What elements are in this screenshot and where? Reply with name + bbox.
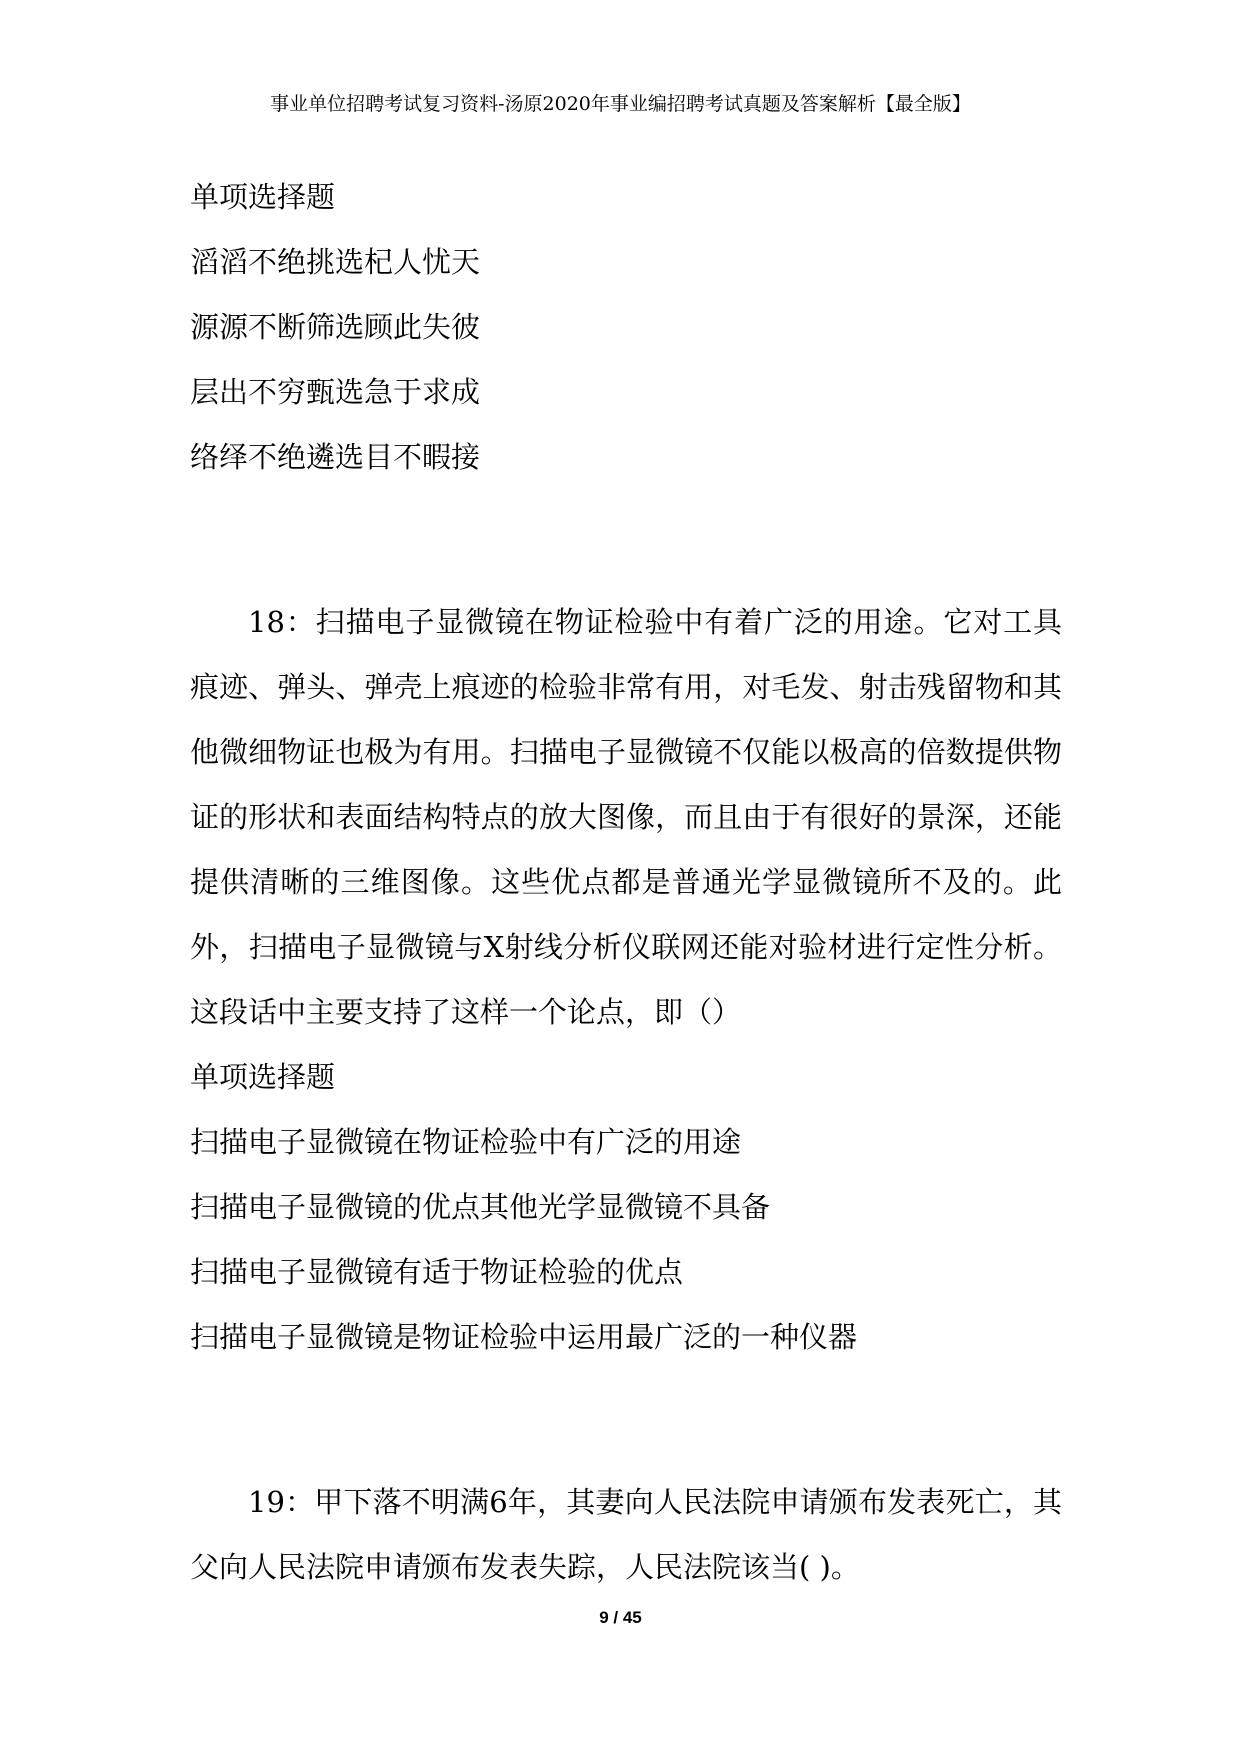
question-type-label: 单项选择题 (190, 1060, 336, 1094)
question-17-options (190, 165, 1062, 490)
question-stem: 19：甲下落不明满6年，其妻向人民法院申请颁布发表死亡，其父向人民法院申请颁布发表失踪，人民法院该当( )。 (190, 1485, 1062, 1584)
question-18 (190, 590, 1062, 1370)
option-b: 扫描电子显微镜的优点其他光学显微镜不具备 (190, 1190, 771, 1224)
option-a: 扫描电子显微镜在物证检验中有广泛的用途 (190, 1125, 742, 1159)
question-stem: 18：扫描电子显微镜在物证检验中有着广泛的用途。它对工具痕迹、弹头、弹壳上痕迹的检验非常有用，对毛发、射击残留物和其他微细物证也极为有用。扫描电子显微镜不仅能以极高的倍数提供物证的形状和表面结构特点的放大图像，而且由于有很好的景深，还能提供清晰的三维图像。这些优点都是普通光学显微镜所不及的。此外，扫描电子显微镜与X射线分析仪联网还能对验材进行定性分析。这段话中主要支持了这样一个论点，即（） (190, 605, 1062, 1029)
option-b: 源源不断筛选顾此失彼 (190, 310, 481, 344)
question-19 (190, 1470, 1062, 1600)
page-number: 9 / 45 (599, 1608, 642, 1627)
option-c: 扫描电子显微镜有适于物证检验的优点 (190, 1255, 684, 1289)
option-a: 滔滔不绝挑选杞人忧天 (190, 245, 481, 279)
page-header: 事业单位招聘考试复习资料-汤原2020年事业编招聘考试真题及答案解析【最全版】 (270, 93, 971, 115)
document-body (190, 165, 1062, 1600)
option-d: 络绎不绝遴选目不暇接 (190, 440, 481, 474)
option-c: 层出不穷甄选急于求成 (190, 375, 481, 409)
question-type-label: 单项选择题 (190, 180, 336, 214)
option-d: 扫描电子显微镜是物证检验中运用最广泛的一种仪器 (190, 1320, 858, 1354)
